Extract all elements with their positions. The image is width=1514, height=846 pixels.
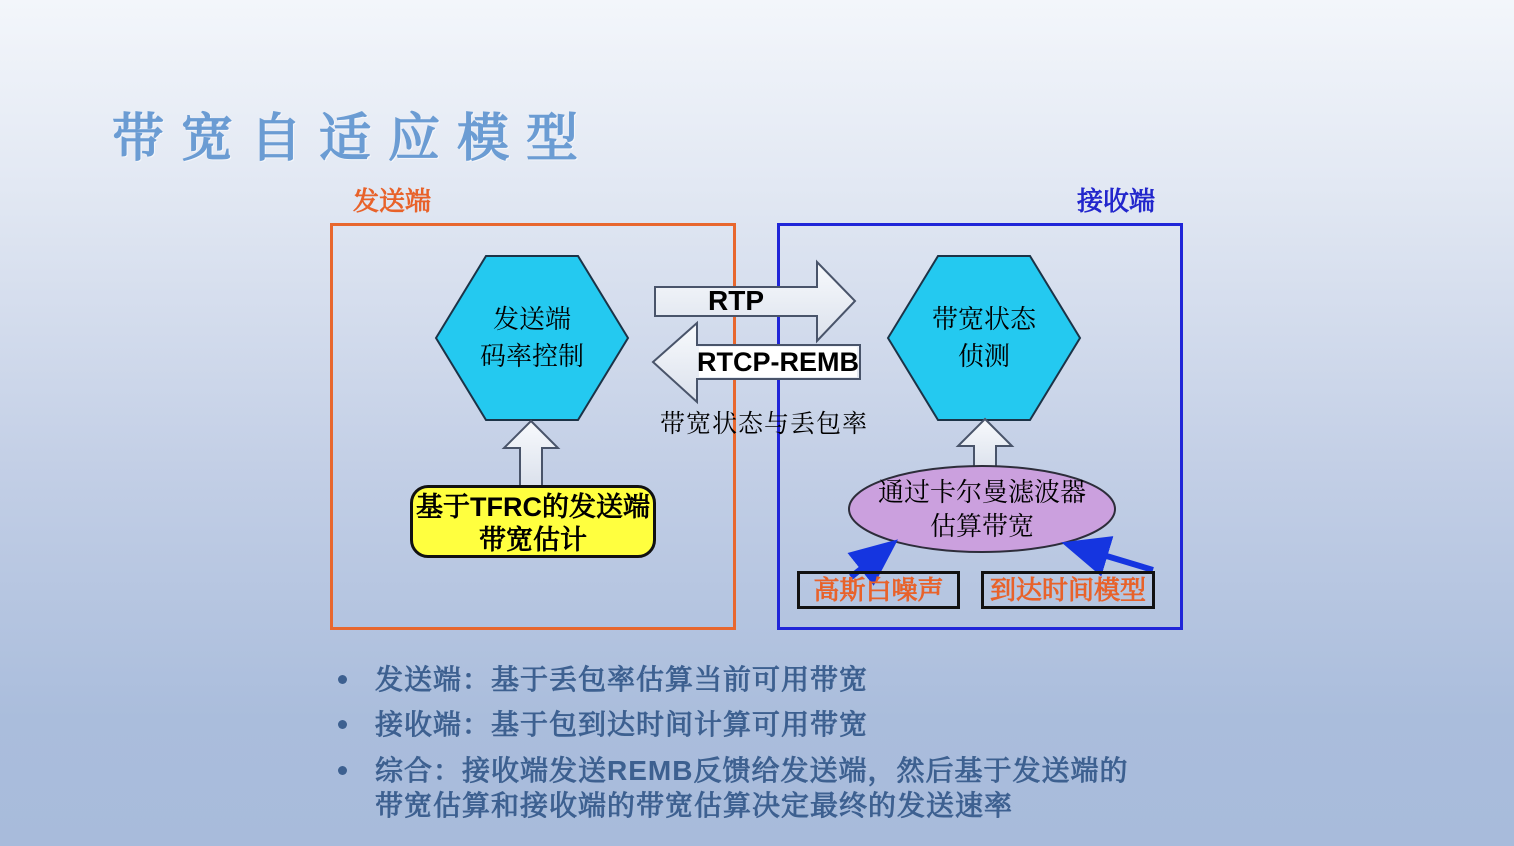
kalman-ellipse-label xyxy=(849,475,1115,543)
sender-hexagon-line2: 码率控制 xyxy=(479,341,584,371)
bullet-combined-line2: 带宽估算和接收端的带宽估算决定最终的发送速率 xyxy=(375,790,1014,821)
sender-group-label: 发送端 xyxy=(353,186,432,216)
receiver-hexagon-line2: 侦测 xyxy=(957,341,1010,371)
arrival-time-model-box: 到达时间模型 xyxy=(981,571,1155,609)
bullet-combined-line1: 综合：接收端发送REMB反馈给发送端，然后基于发送端的 xyxy=(375,755,1129,786)
sender-hexagon-line1: 发送端 xyxy=(492,304,571,334)
bullet-dot xyxy=(338,675,347,684)
kalman-line1: 通过卡尔曼滤波器 xyxy=(877,477,1086,507)
sender-hexagon-label xyxy=(436,301,628,375)
bullet-dot xyxy=(338,766,347,775)
tfrc-line1: 基于TFRC的发送端 xyxy=(416,492,650,522)
receiver-hexagon-line1: 带宽状态 xyxy=(931,304,1036,334)
gaussian-noise-box: 高斯白噪声 xyxy=(797,571,960,609)
bullet-combined xyxy=(338,753,1238,823)
bullet-dot xyxy=(338,720,347,729)
bullet-receiver xyxy=(338,707,1238,742)
receiver-group-label: 接收端 xyxy=(1077,186,1156,216)
tfrc-up-arrow xyxy=(504,421,558,486)
kalman-up-arrow xyxy=(958,419,1012,470)
bullet-sender-text: 发送端：基于丢包率估算当前可用带宽 xyxy=(375,664,869,695)
feedback-note: 带宽状态与丢包率 xyxy=(659,410,868,438)
arrival-to-kalman-arrow xyxy=(1070,545,1153,570)
tfrc-line2: 带宽估计 xyxy=(479,525,587,555)
bullet-receiver-text: 接收端：基于包到达时间计算可用带宽 xyxy=(375,709,869,740)
rtcp-arrow-label: RTCP-REMB xyxy=(697,347,859,377)
rtp-arrow-label: RTP xyxy=(708,285,764,316)
bullet-combined-text xyxy=(375,753,1128,823)
bullet-sender xyxy=(338,662,1238,697)
tfrc-estimator-box xyxy=(410,485,656,558)
kalman-line2: 估算带宽 xyxy=(929,511,1034,541)
receiver-hexagon-label xyxy=(888,301,1080,375)
page-title: 带宽自适应模型 xyxy=(112,108,596,169)
